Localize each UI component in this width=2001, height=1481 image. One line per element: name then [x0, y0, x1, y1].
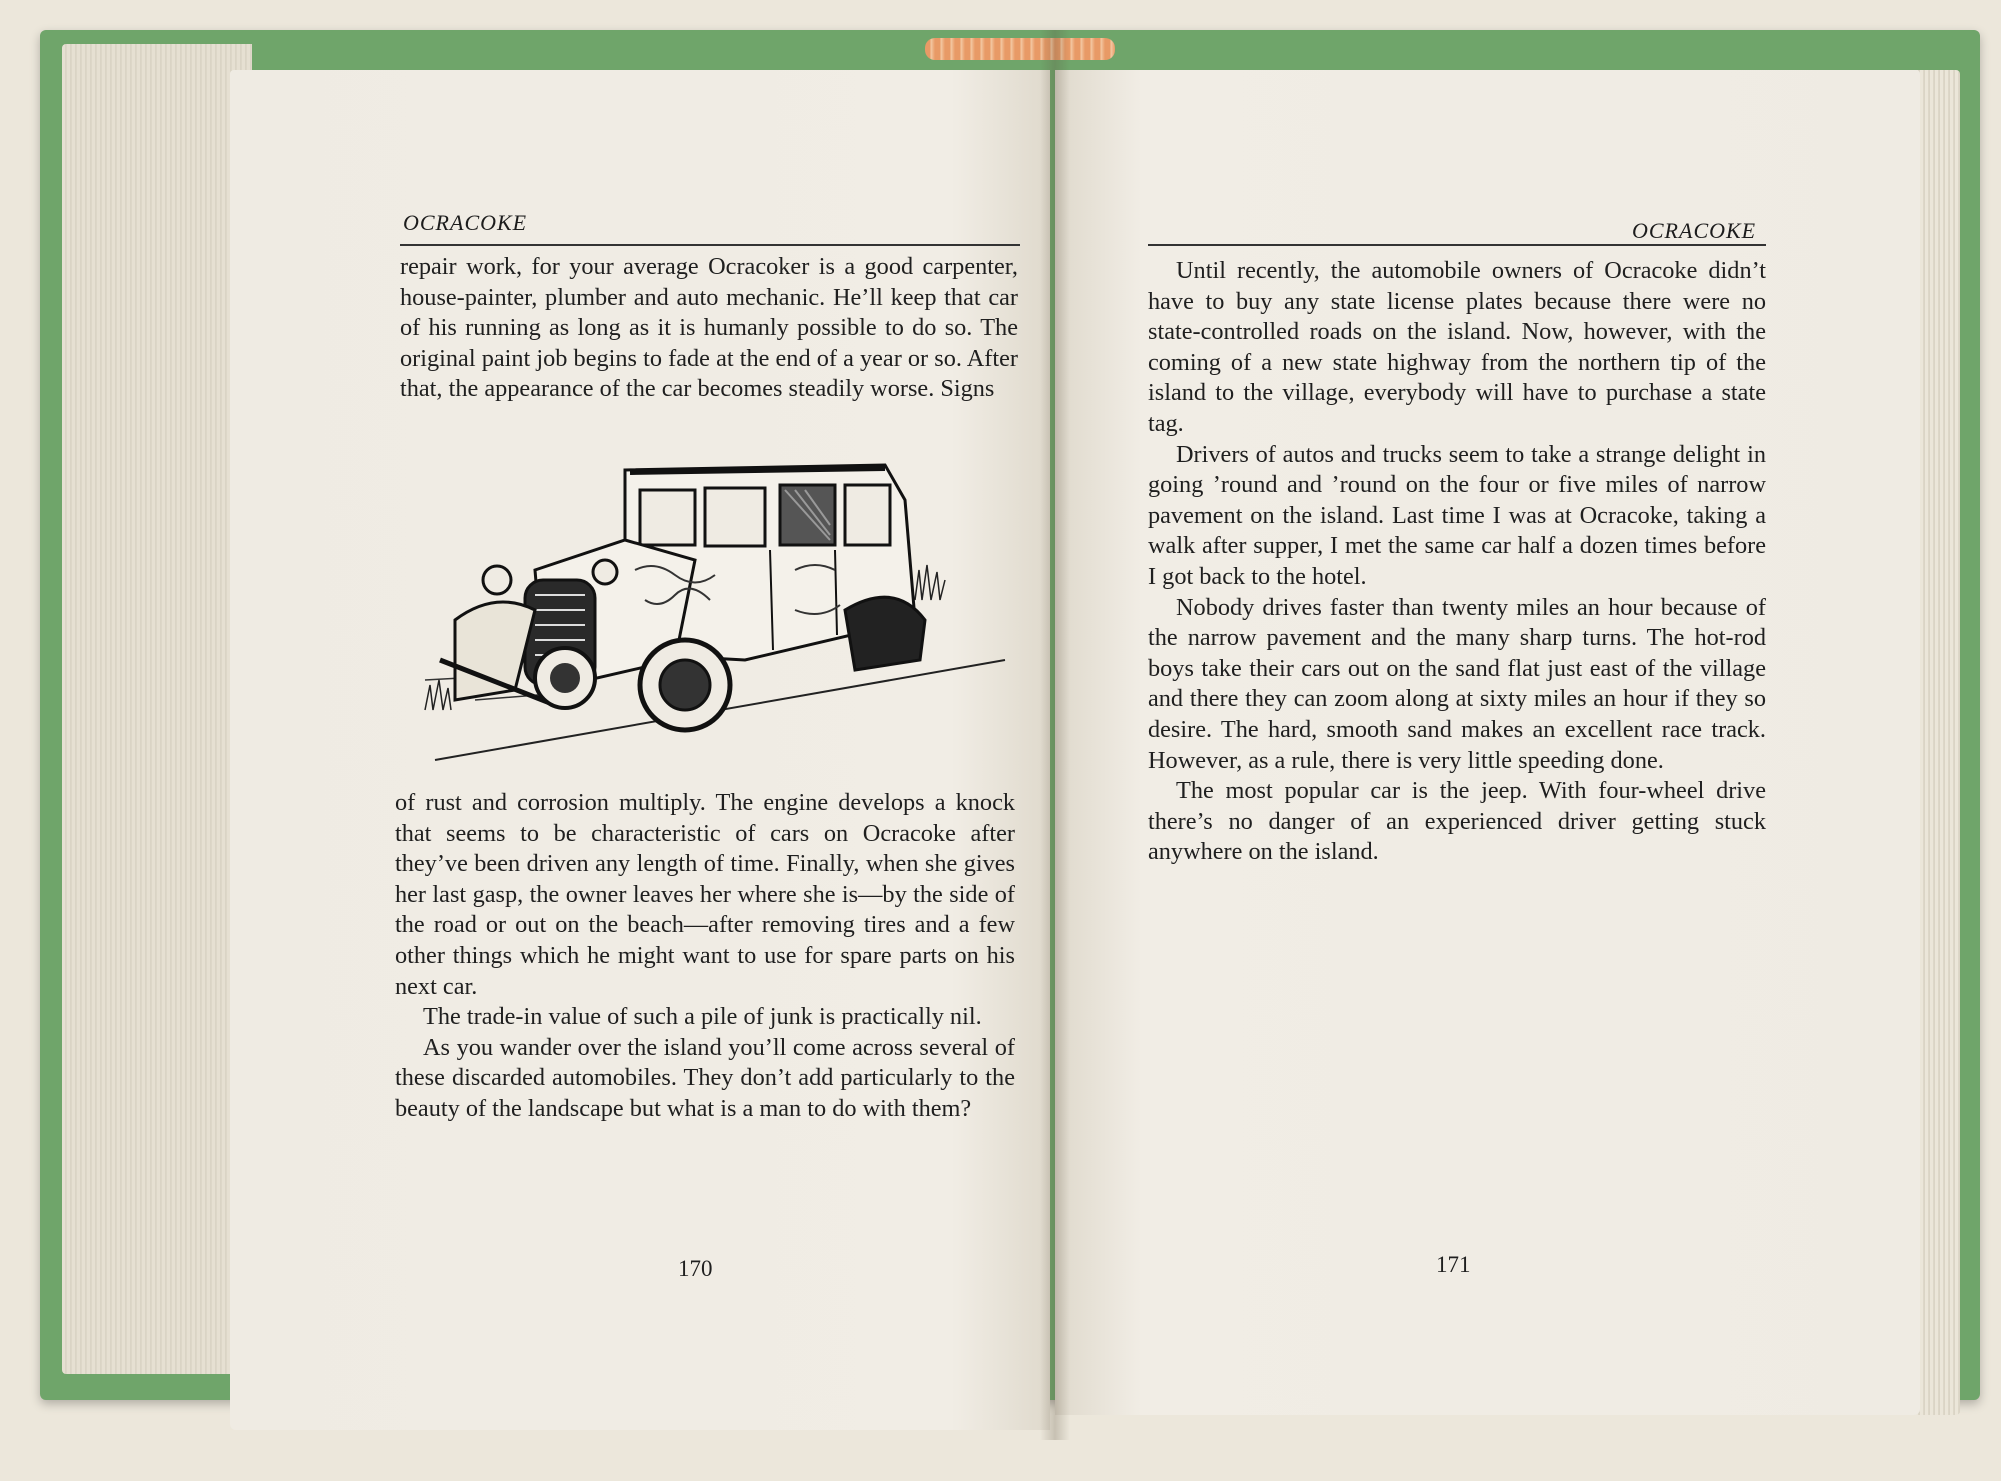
right-header-rule — [1148, 244, 1766, 246]
right-paragraph-1: Until recently, the automobile owners of Ocracoke didn’t have to buy any state license plates because there were no state-controlled roads on the island. Now, however, with the coming of a new state highway from the northern tip of the island to the village, everybody will have to purchase a state tag. — [1148, 257, 1766, 437]
right-running-head: OCRACOKE — [1632, 218, 1757, 243]
left-running-head: OCRACOKE — [403, 210, 528, 235]
spine-gutter — [1040, 30, 1070, 1440]
page-edges-left — [62, 44, 252, 1374]
abandoned-car-illustration — [415, 460, 1015, 780]
left-paragraph-1: of rust and corrosion multiply. The engine develops a knock that seems to be characteristic of cars on Ocracoke after they’ve been driven any length of time. Finally, when she gives her last gasp, the owner leaves her where she is—by the side of the road or out on the beach—after removing tires and a few other things which he might want to use for spare parts on his next car. — [395, 789, 1015, 1000]
left-page-number: 170 — [678, 1256, 713, 1281]
right-paragraph-2: Drivers of autos and trucks seem to take a strange delight in going ’round and ’round on the four or five miles of narrow pavement on the island. Last time I was at Ocracoke, taking a walk after supper, I met the same car half a dozen times before I got back to the hotel. — [1148, 440, 1766, 590]
right-paragraph-3: Nobody drives faster than twenty miles an hour because of the narrow pavement and the many sharp turns. The hot-rod boys take their cars out on the sand flat just east of the village and there they can zoom along at sixty miles an hour if they so desire. The hard, smooth sand makes an excellent race track. However, as a rule, there is very little speeding done. — [1148, 593, 1766, 774]
left-text-bottom — [395, 788, 1015, 1125]
headband — [925, 38, 1115, 60]
left-paragraph-2: The trade-in value of such a pile of junk is practically nil. — [423, 1003, 982, 1031]
right-text — [1148, 256, 1766, 868]
right-page-number: 171 — [1436, 1252, 1471, 1277]
left-paragraph-3: As you wander over the island you’ll come across several of these discarded automobiles. They don’t add particularly to the beauty of the landscape but what is a man to do with them? — [395, 1033, 1015, 1122]
right-paragraph-4: The most popular car is the jeep. With four-wheel drive there’s no danger of an experienced driver getting stuck anywhere on the island. — [1148, 777, 1766, 866]
left-header-rule — [400, 244, 1020, 246]
left-text-top: repair work, for your average Ocracoker is a good carpenter, house-painter, plumber and auto mechanic. He’ll keep that car of his running as long as it is humanly possible to do so. The original paint job begins to fade at the end of a year or so. After that, the appearance of the car becomes steadily worse. Signs — [400, 253, 1018, 403]
